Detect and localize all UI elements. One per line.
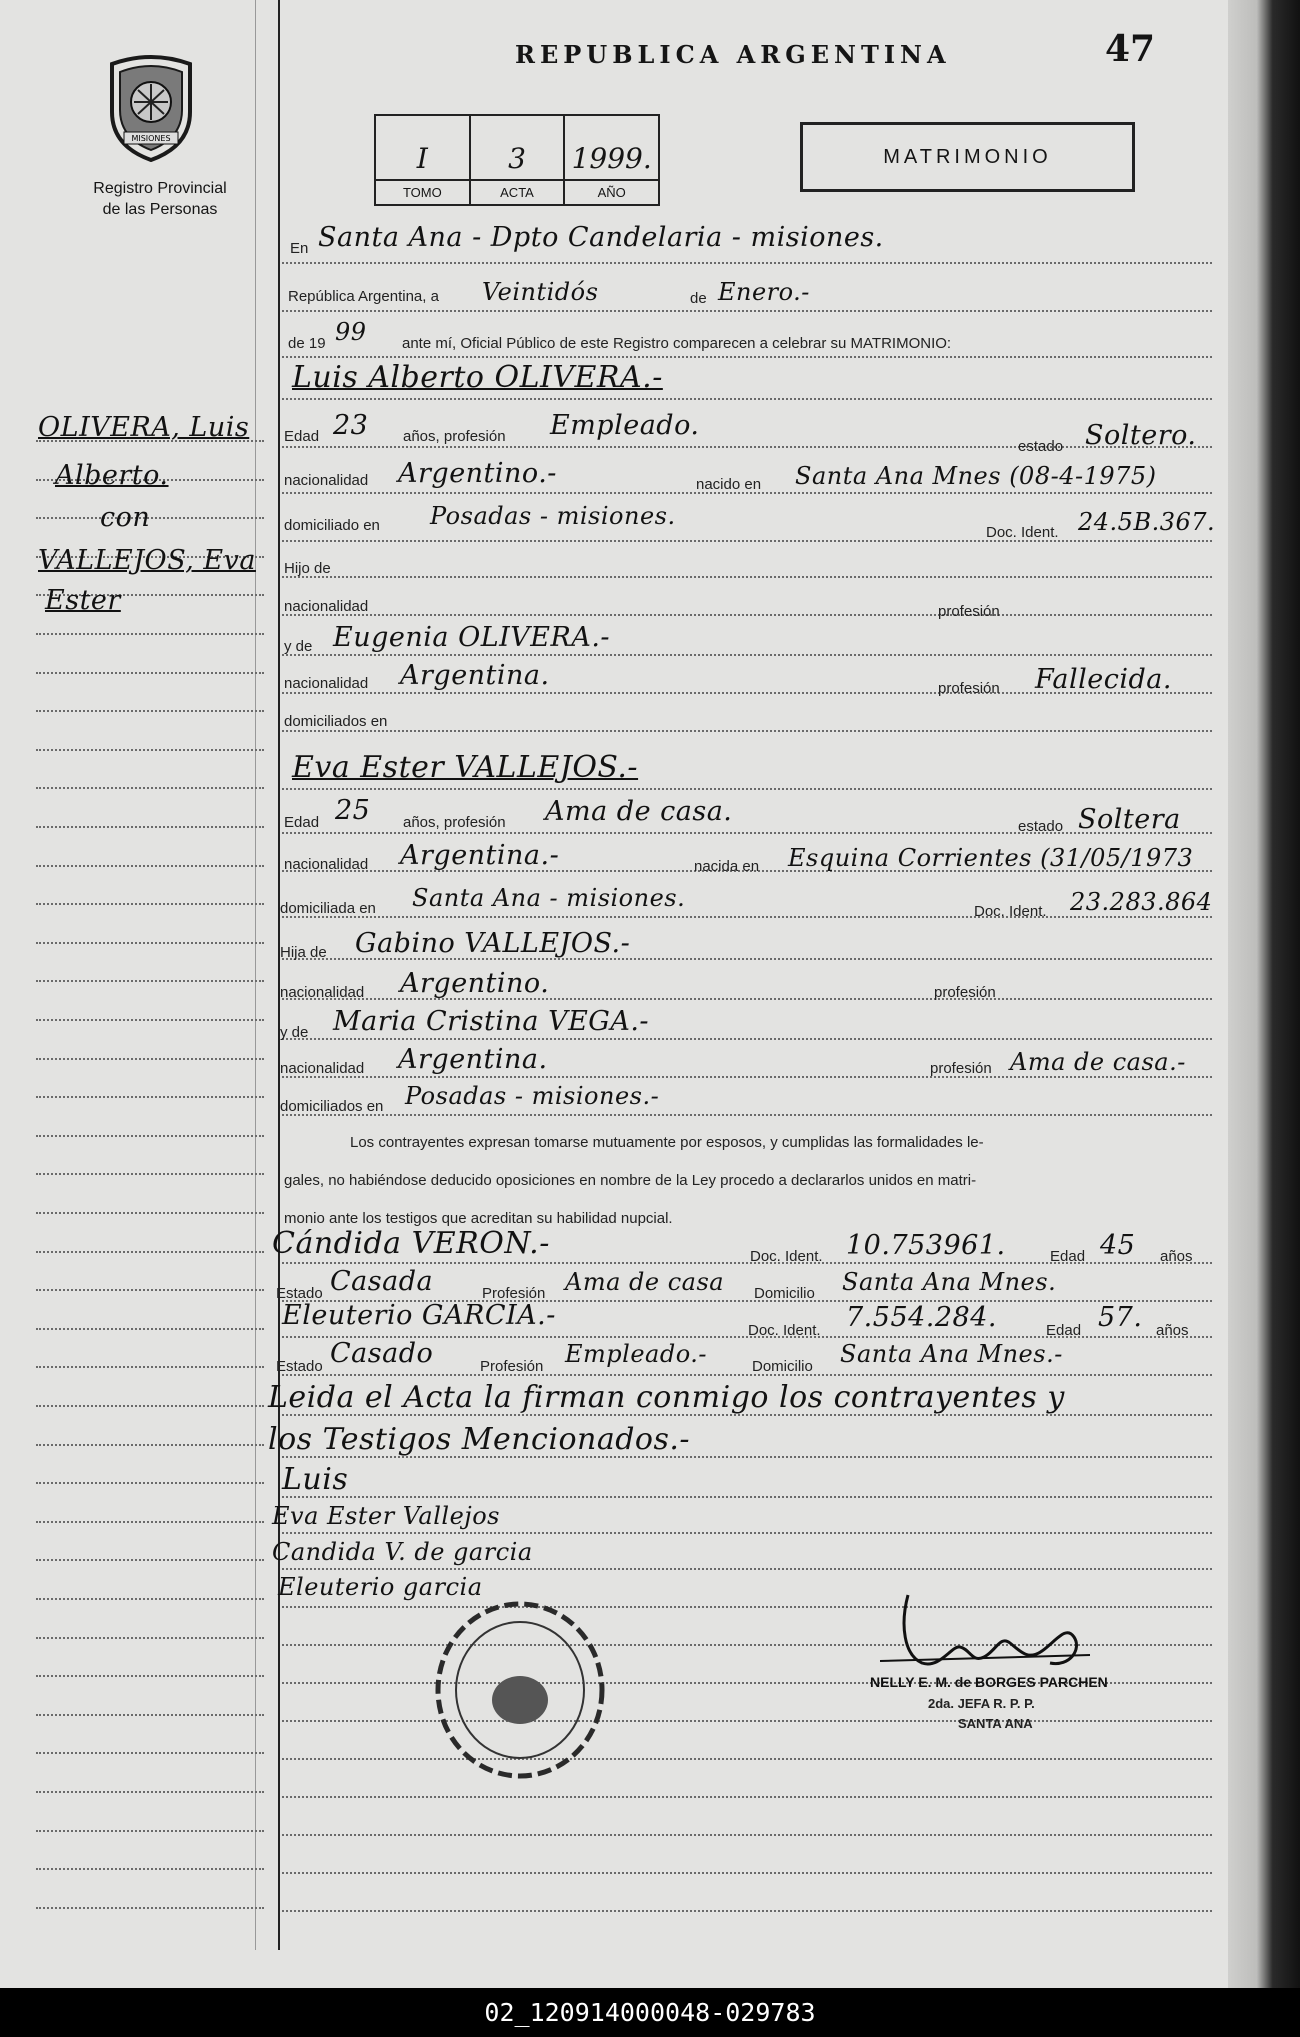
margin-rule — [36, 1212, 264, 1214]
label-de-19: de 19 — [288, 335, 326, 352]
margin-rule — [36, 1135, 264, 1137]
witness1-address: Santa Ana Mnes. — [842, 1268, 1057, 1296]
witness2-id: 7.554.284. — [846, 1302, 997, 1333]
margin-rule — [36, 1714, 264, 1716]
official-name: NELLY E. M. de BORGES PARCHEN — [870, 1674, 1108, 1690]
groom-mother-nationality: Argentina. — [400, 660, 550, 691]
signature-witness-1: Candida V. de garcia — [272, 1538, 533, 1566]
label-bride-estado: estado — [1018, 818, 1064, 835]
closing-line-2: los Testigos Mencionados.- — [268, 1422, 691, 1457]
document-type-box: MATRIMONIO — [800, 122, 1135, 192]
groom-mother-occupation: Fallecida. — [1035, 664, 1172, 695]
groom-mother-name: Eugenia OLIVERA.- — [333, 622, 611, 653]
witness1-civil-status: Casada — [330, 1266, 434, 1297]
main-rule — [282, 446, 1212, 448]
main-rule — [282, 1796, 1212, 1798]
label-w1-profesion: Profesión — [482, 1285, 546, 1302]
closing-line-1: Leida el Acta la firman conmigo los contrayentes y — [268, 1380, 1065, 1415]
year-value: 99 — [335, 318, 367, 346]
acta-label: ACTA — [471, 179, 564, 204]
label-father-profesion: profesión — [938, 603, 1000, 620]
margin-rule — [36, 1637, 264, 1639]
bride-id-number: 23.283.864 — [1070, 888, 1213, 916]
main-rule — [282, 832, 1212, 834]
witness1-id: 10.753961. — [846, 1230, 1006, 1261]
bride-birthplace: Esquina Corrientes (31/05/1973 — [788, 844, 1194, 872]
bride-father-name: Gabino VALLEJOS.- — [355, 928, 631, 959]
signature-groom: Luis — [282, 1462, 349, 1497]
groom-age: 23 — [333, 410, 369, 441]
label-w1-domicilio: Domicilio — [754, 1285, 815, 1302]
margin-rule — [36, 1752, 264, 1754]
margin-rule — [36, 1675, 264, 1677]
label-bride-domicilio: domiciliada en — [280, 900, 376, 917]
label-bride-father-profesion: profesión — [934, 984, 996, 1001]
label-bride-edad: Edad — [284, 814, 320, 831]
main-rule — [282, 916, 1212, 918]
main-rule — [282, 1758, 1212, 1760]
witness1-name: Cándida VERON.- — [272, 1226, 550, 1261]
label-w1-anos: años — [1160, 1248, 1193, 1265]
bride-mother-nationality: Argentina. — [398, 1044, 548, 1075]
margin-rule — [36, 826, 264, 828]
main-rule — [282, 1568, 1212, 1570]
label-bride-y-de: y de — [280, 1024, 309, 1041]
margin-rule — [36, 1868, 264, 1870]
label-w2-edad: Edad — [1046, 1322, 1082, 1339]
scan-footer — [0, 1988, 1300, 2037]
label-mother-nacionalidad: nacionalidad — [284, 675, 369, 692]
label-w2-domicilio: Domicilio — [752, 1358, 813, 1375]
bride-name: Eva Ester VALLEJOS.- — [292, 750, 639, 785]
month-value: Enero.- — [718, 278, 810, 306]
label-hija-de: Hija de — [280, 944, 327, 961]
signature-witness-2: Eleuterio garcia — [278, 1573, 483, 1601]
statement-line-1: Los contrayentes expresan tomarse mutuamente por esposos, y cumplidas las formalidades le- — [350, 1134, 984, 1151]
main-rule — [282, 1496, 1212, 1498]
margin-note-line-1: OLIVERA, Luis — [38, 412, 250, 443]
margin-rule — [36, 1559, 264, 1561]
bride-age: 25 — [335, 795, 371, 826]
acta-cell — [471, 116, 566, 204]
label-father-nacionalidad: nacionalidad — [284, 598, 369, 615]
tomo-cell — [376, 116, 471, 204]
margin-rule — [36, 1251, 264, 1253]
label-groom-edad: Edad — [284, 428, 320, 445]
main-rule — [282, 1374, 1212, 1376]
witness2-address: Santa Ana Mnes.- — [840, 1340, 1063, 1368]
main-rule — [282, 1834, 1212, 1836]
groom-id-number: 24.5B.367. — [1078, 508, 1216, 536]
label-w1-edad: Edad — [1050, 1248, 1086, 1265]
margin-note-line-4: VALLEJOS, Eva — [38, 545, 256, 576]
margin-rule — [36, 1482, 264, 1484]
label-groom-domicilio: domiciliado en — [284, 517, 380, 534]
registry-line-1: Registro Provincial — [93, 180, 227, 197]
acta-value: 3 — [508, 142, 526, 175]
groom-name: Luis Alberto OLIVERA.- — [292, 360, 663, 395]
signature-bride: Eva Ester Vallejos — [272, 1502, 500, 1530]
margin-rule — [36, 1328, 264, 1330]
tomo-label: TOMO — [376, 179, 469, 204]
margin-rule — [36, 1096, 264, 1098]
main-rule — [282, 576, 1212, 578]
groom-occupation: Empleado. — [550, 410, 700, 441]
main-rule — [282, 1910, 1212, 1912]
label-groom-nacionalidad: nacionalidad — [284, 472, 369, 489]
margin-edge — [255, 0, 256, 1950]
main-rule — [282, 356, 1212, 358]
label-republica: República Argentina, a — [288, 288, 439, 305]
tomo-value: I — [416, 142, 428, 175]
margin-divider — [278, 0, 280, 1950]
label-w2-anos: años — [1156, 1322, 1189, 1339]
label-groom-y-de: y de — [284, 638, 313, 655]
book-binding-edge — [1228, 0, 1300, 1988]
main-rule — [282, 398, 1212, 400]
label-groom-parents-domicilio: domiciliados en — [284, 713, 388, 730]
main-rule — [282, 730, 1212, 732]
main-rule — [282, 1720, 1212, 1722]
place-value: Santa Ana - Dpto Candelaria - misiones. — [318, 222, 884, 253]
margin-rule — [36, 1173, 264, 1175]
label-groom-doc: Doc. Ident. — [986, 524, 1059, 541]
margin-rule — [36, 1019, 264, 1021]
witness2-occupation: Empleado.- — [565, 1340, 707, 1368]
margin-rule — [36, 1907, 264, 1909]
label-w2-doc: Doc. Ident. — [748, 1322, 821, 1339]
official-location: SANTA ANA — [958, 1716, 1033, 1731]
groom-address: Posadas - misiones. — [430, 502, 676, 530]
main-rule — [282, 788, 1212, 790]
bride-parents-address: Posadas - misiones.- — [405, 1082, 660, 1110]
official-signature-icon — [860, 1585, 1120, 1675]
statement-line-2: gales, no habiéndose deducido oposiciones en nombre de la Ley procedo a declararlos unidos en matri- — [284, 1172, 977, 1189]
witness2-civil-status: Casado — [330, 1338, 434, 1369]
label-w1-doc: Doc. Ident. — [750, 1248, 823, 1265]
label-hijo-de: Hijo de — [284, 560, 331, 577]
anio-label: AÑO — [565, 179, 658, 204]
anio-value: 1999. — [571, 142, 652, 175]
margin-rule — [36, 1521, 264, 1523]
margin-rule — [36, 1366, 264, 1368]
margin-rule — [36, 710, 264, 712]
registry-line-2: de las Personas — [102, 201, 218, 218]
label-w2-profesion: Profesión — [480, 1358, 544, 1375]
provincial-seal-icon — [104, 50, 198, 162]
statement-line-3: monio ante los testigos que acreditan su habilidad nupcial. — [284, 1210, 673, 1227]
label-bride-doc: Doc. Ident. — [974, 903, 1047, 920]
label-bride-nacionalidad: nacionalidad — [284, 856, 369, 873]
bride-civil-status: Soltera — [1078, 804, 1181, 835]
day-value: Veintidós — [482, 278, 599, 306]
margin-note-line-5: Ester — [45, 585, 121, 616]
label-bride-mother-nacionalidad: nacionalidad — [280, 1060, 365, 1077]
anio-cell — [565, 116, 658, 204]
main-rule — [282, 654, 1212, 656]
groom-nationality: Argentino.- — [398, 458, 557, 489]
margin-rule — [36, 1405, 264, 1407]
margin-rule — [36, 1444, 264, 1446]
margin-rule — [36, 672, 264, 674]
margin-rule — [36, 633, 264, 635]
label-groom-estado: estado — [1018, 438, 1064, 455]
margin-note-line-3: con — [100, 502, 151, 533]
margin-rule — [36, 1791, 264, 1793]
label-nacida-en: nacida en — [694, 858, 760, 875]
main-rule — [282, 614, 1212, 616]
label-de: de — [690, 290, 707, 307]
official-title: 2da. JEFA R. P. P. — [928, 1696, 1035, 1711]
bride-address: Santa Ana - misiones. — [412, 884, 686, 912]
bride-nationality: Argentina.- — [400, 840, 560, 871]
document-title: REPUBLICA ARGENTINA — [515, 40, 951, 69]
label-w2-estado: Estado — [276, 1358, 323, 1375]
main-rule — [282, 1532, 1212, 1534]
label-groom-profesion: años, profesión — [403, 428, 506, 445]
groom-civil-status: Soltero. — [1085, 420, 1197, 451]
label-bride-father-nacionalidad: nacionalidad — [280, 984, 365, 1001]
margin-rule — [36, 865, 264, 867]
label-w1-estado: Estado — [276, 1285, 323, 1302]
witness2-age: 57. — [1098, 1302, 1143, 1333]
label-nacido-en: nacido en — [696, 476, 762, 493]
margin-rule — [36, 903, 264, 905]
scan-code: 02_120914000048-029783 — [484, 1998, 816, 2027]
main-rule — [282, 1038, 1212, 1040]
margin-rule — [36, 1289, 264, 1291]
bride-mother-occupation: Ama de casa.- — [1010, 1048, 1186, 1076]
bride-father-nationality: Argentino. — [400, 968, 550, 999]
label-bride-profesion: años, profesión — [403, 814, 506, 831]
groom-birthplace: Santa Ana Mnes (08-4-1975) — [795, 462, 1157, 490]
main-rule — [282, 1872, 1212, 1874]
main-rule — [282, 310, 1212, 312]
margin-rule — [36, 980, 264, 982]
witness1-occupation: Ama de casa — [565, 1268, 725, 1296]
label-mother-profesion: profesión — [938, 680, 1000, 697]
registry-name — [50, 178, 270, 220]
margin-note-line-2: Alberto. — [55, 460, 169, 491]
witness2-name: Eleuterio GARCIA.- — [282, 1300, 556, 1331]
margin-rule — [36, 749, 264, 751]
margin-rule — [36, 1058, 264, 1060]
seal-label: MISIONES — [131, 134, 171, 143]
bride-occupation: Ama de casa. — [545, 796, 733, 827]
witness1-age: 45 — [1100, 1230, 1136, 1261]
main-rule — [282, 262, 1212, 264]
main-rule — [282, 1076, 1212, 1078]
margin-rule — [36, 1598, 264, 1600]
margin-rule — [36, 1830, 264, 1832]
bride-mother-name: Maria Cristina VEGA.- — [333, 1006, 650, 1037]
margin-rule — [36, 787, 264, 789]
main-rule — [282, 1114, 1212, 1116]
label-ante-mi: ante mí, Oficial Público de este Registro comparecen a celebrar su MATRIMONIO: — [402, 335, 952, 352]
main-rule — [282, 540, 1212, 542]
act-identifier-box — [374, 114, 660, 206]
margin-rule — [36, 942, 264, 944]
label-bride-parents-domicilio: domiciliados en — [280, 1098, 384, 1115]
label-bride-mother-profesion: profesión — [930, 1060, 992, 1077]
label-en: En — [290, 240, 309, 257]
page-number: 47 — [1105, 28, 1156, 70]
official-stamp-icon — [430, 1600, 610, 1780]
